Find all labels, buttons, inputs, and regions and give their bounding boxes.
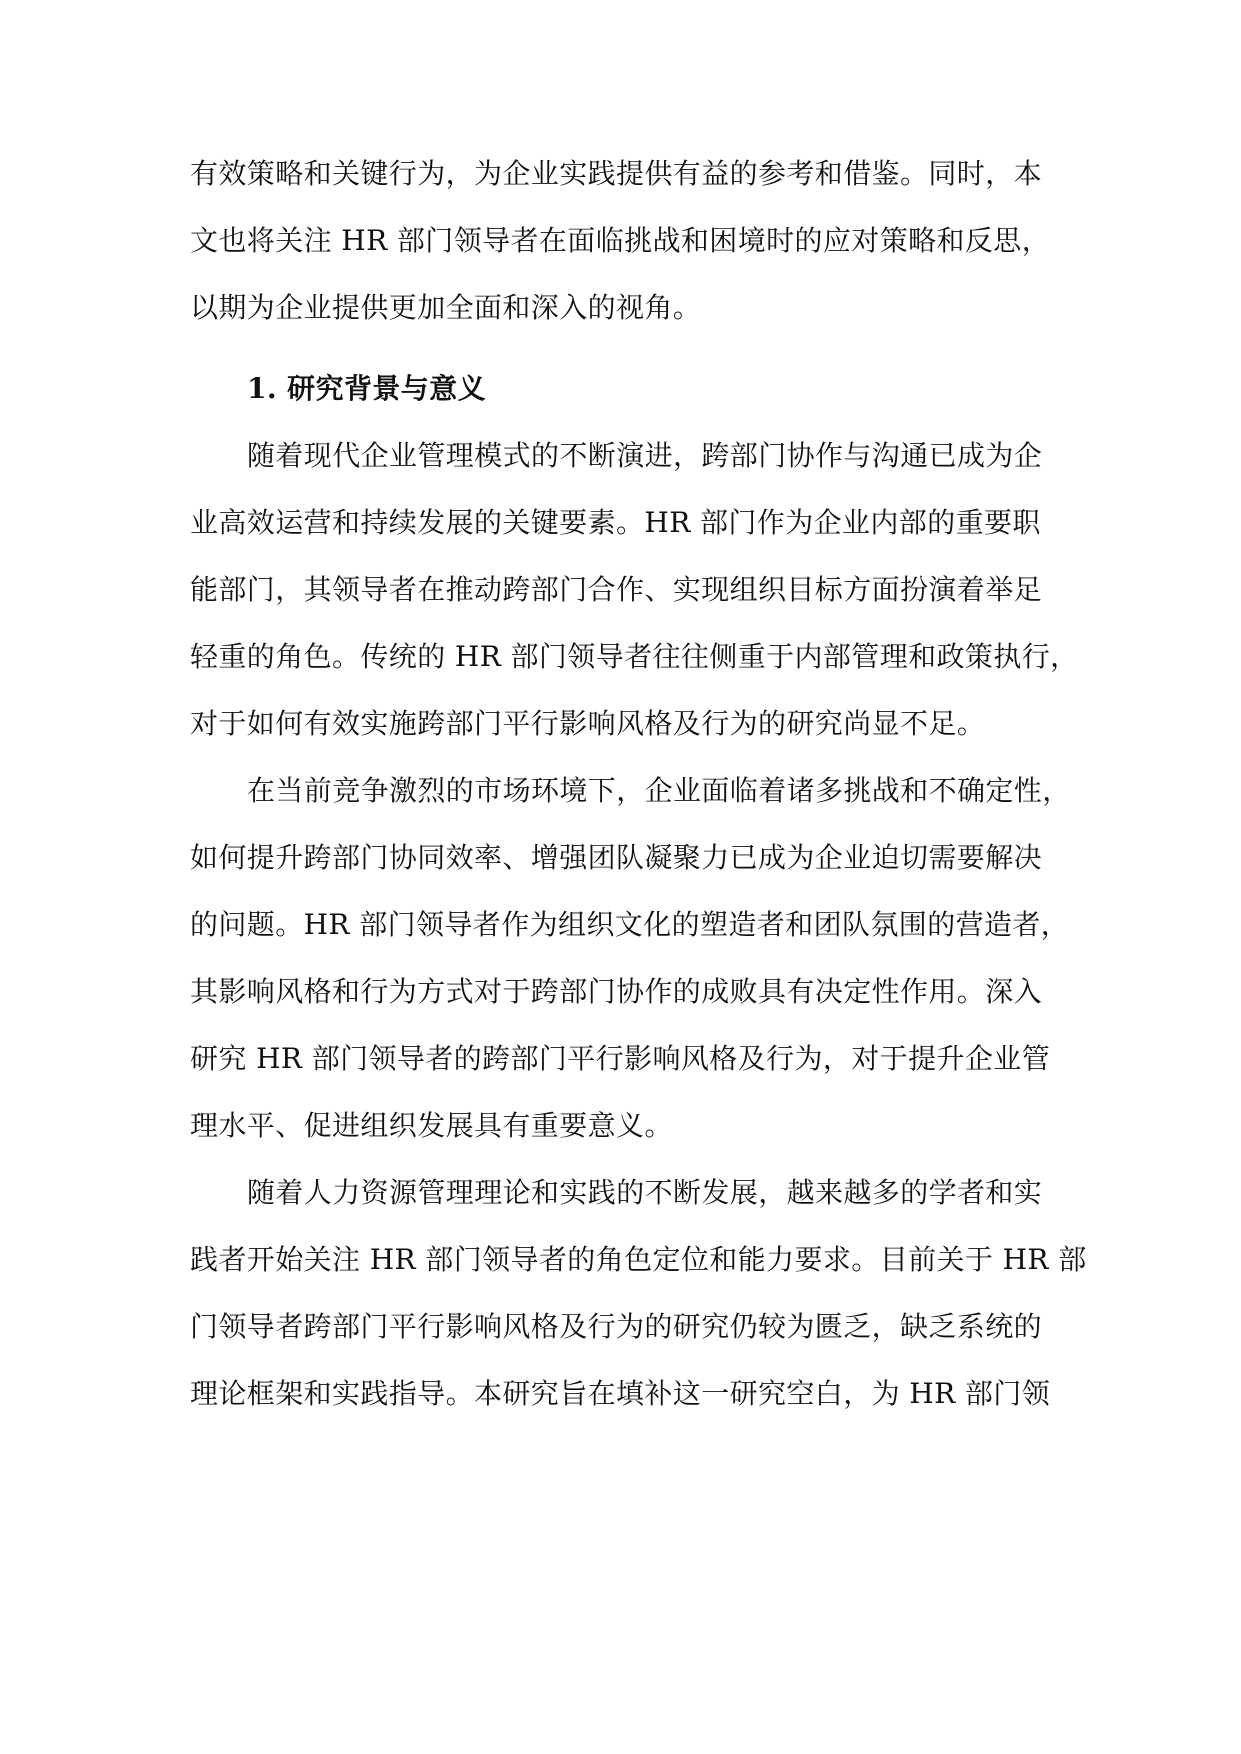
text-line: 理论框架和实践指导。本研究旨在填补这一研究空白，为 HR 部门领 bbox=[190, 1377, 1051, 1410]
text-line: 理水平、促进组织发展具有重要意义。 bbox=[190, 1109, 673, 1142]
text-line: 门领导者跨部门平行影响风格及行为的研究仍较为匮乏，缺乏系统的 bbox=[190, 1310, 1043, 1343]
text-line: 随着人力资源管理理论和实践的不断发展，越来越多的学者和实 bbox=[247, 1176, 1043, 1209]
text-line: 对于如何有效实施跨部门平行影响风格及行为的研究尚显不足。 bbox=[190, 707, 986, 740]
text-line: 文也将关注 HR 部门领导者在面临挑战和困境时的应对策略和反思， bbox=[190, 224, 1051, 257]
text-line: 践者开始关注 HR 部门领导者的角色定位和能力要求。目前关于 HR 部 bbox=[190, 1243, 1087, 1276]
paragraph-research-background bbox=[190, 422, 1079, 757]
text-line: 的问题。HR 部门领导者作为组织文化的塑造者和团队氛围的营造者， bbox=[190, 908, 1070, 941]
text-line: 随着现代企业管理模式的不断演进，跨部门协作与沟通已成为企 bbox=[247, 439, 1043, 472]
paragraph-market-environment bbox=[190, 757, 1071, 1159]
text-line: 业高效运营和持续发展的关键要素。HR 部门作为企业内部的重要职 bbox=[190, 506, 1041, 539]
text-line: 如何提升跨部门协同效率、增强团队凝聚力已成为企业迫切需要解决 bbox=[190, 841, 1043, 874]
paragraph-research-gap bbox=[190, 1159, 1087, 1427]
text-line: 其影响风格和行为方式对于跨部门协作的成败具有决定性作用。深入 bbox=[190, 975, 1043, 1008]
text-line: 研究 HR 部门领导者的跨部门平行影响风格及行为，对于提升企业管 bbox=[190, 1042, 1051, 1075]
text-line: 能部门，其领导者在推动跨部门合作、实现组织目标方面扮演着举足 bbox=[190, 573, 1043, 606]
document-body bbox=[190, 140, 1087, 1427]
intro-paragraph bbox=[190, 140, 1054, 341]
section-heading: 1. 研究背景与意义 bbox=[247, 372, 486, 405]
text-line: 轻重的角色。传统的 HR 部门领导者往往侧重于内部管理和政策执行， bbox=[190, 640, 1079, 673]
text-line: 以期为企业提供更加全面和深入的视角。 bbox=[190, 291, 702, 324]
text-line: 在当前竞争激烈的市场环境下，企业面临着诸多挑战和不确定性， bbox=[247, 774, 1071, 807]
text-line: 有效策略和关键行为，为企业实践提供有益的参考和借鉴。同时，本 bbox=[190, 157, 1043, 190]
